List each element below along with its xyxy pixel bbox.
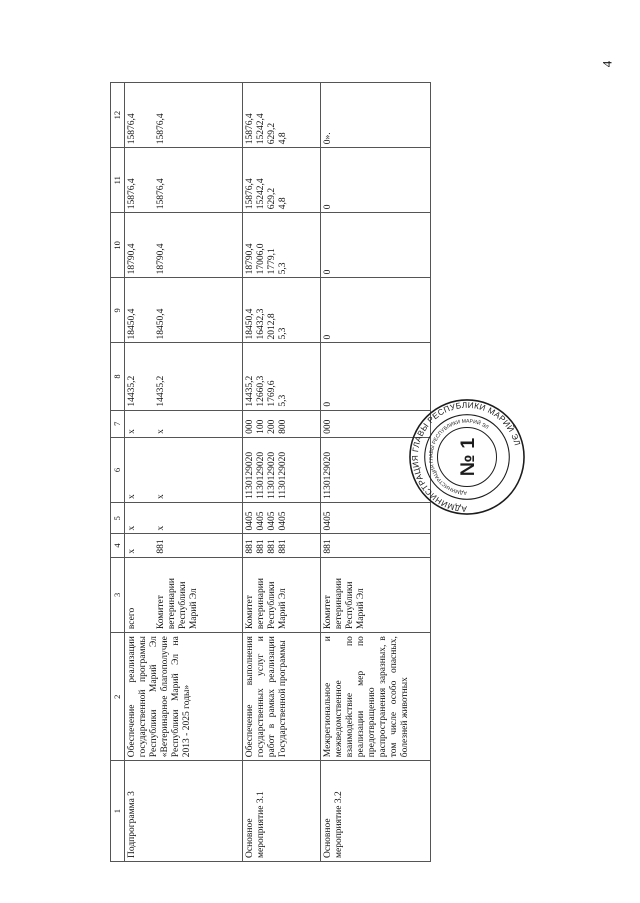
- code-cell: [243, 502, 321, 533]
- value-cell: 0: [321, 343, 431, 410]
- cell-line: всего: [127, 607, 137, 630]
- table-row: [243, 83, 321, 862]
- cell-line: 881: [256, 539, 266, 554]
- cell-line: 4,8: [278, 197, 288, 210]
- row-description: Обеспечение реализации государственной программы Республики Марий Эл «Ветеринарное благополучие Республики Марий Эл на 2013 - 2025 годы»: [125, 633, 243, 761]
- cell-line: 15242,4: [256, 178, 266, 210]
- budget-table: [110, 82, 431, 862]
- cell-line: 14435,2: [156, 375, 166, 407]
- value-cell: [243, 83, 321, 148]
- row-description: Обеспечение выполнения государственных услуг и работ в рамках реализации Государственной программы: [243, 633, 321, 761]
- cell-line: 5,3: [278, 394, 288, 407]
- cell-line: Комитет ветеринарии Республики Марий Эл: [156, 578, 199, 630]
- value-cell: [243, 343, 321, 410]
- cell-line: 15876,4: [245, 113, 255, 145]
- cell-line: х: [156, 429, 166, 434]
- stamp-inner-text: АДМИНИСТРАЦИЯ ГЛАВЫ РЕСПУБЛИКИ МАРИЙ ЭЛ: [428, 418, 490, 496]
- cell-line: 4,8: [278, 132, 288, 145]
- cell-line: 000: [245, 419, 255, 434]
- cell-line: 800: [278, 419, 288, 434]
- cell-line: 15242,4: [256, 113, 266, 145]
- cell-line: 18790,4: [127, 243, 137, 275]
- cell-line: 17006,0: [256, 243, 266, 275]
- column-header: 9: [111, 278, 125, 343]
- value-cell: [125, 83, 243, 148]
- column-header: 3: [111, 557, 125, 633]
- cell-line: 18790,4: [156, 243, 166, 275]
- column-header: 1: [111, 761, 125, 862]
- cell-line: 15876,4: [156, 178, 166, 210]
- value-cell: [125, 343, 243, 410]
- cell-line: 18450,4: [245, 308, 255, 340]
- column-header: 10: [111, 213, 125, 278]
- cell-line: 18450,4: [156, 308, 166, 340]
- column-header: 12: [111, 83, 125, 148]
- row-title: Основное мероприятие 3.2: [321, 761, 431, 862]
- column-header: 5: [111, 502, 125, 533]
- row-description: Межрегиональное и межведомственное взаимодействие по реализации мер по предотвращению распространения заразных, в том числе особо опасных, болезней животных: [321, 633, 431, 761]
- code-cell: 1130129020: [321, 437, 431, 502]
- row-title: Основное мероприятие 3.1: [243, 761, 321, 862]
- cell-line: 881: [267, 539, 277, 554]
- code-cell: [125, 502, 243, 533]
- cell-line: 629,2: [267, 187, 277, 210]
- code-cell: 881: [321, 534, 431, 557]
- cell-line: 18450,4: [127, 308, 137, 340]
- cell-line: 881: [245, 539, 255, 554]
- cell-line: 881: [278, 539, 288, 554]
- responsible-cell: Комитет ветеринарии Республики Марий Эл: [243, 557, 321, 633]
- cell-line: 15876,4: [127, 178, 137, 210]
- official-stamp: [408, 398, 526, 516]
- value-cell: [125, 278, 243, 343]
- header-row: [111, 83, 125, 862]
- cell-line: 1130129020: [245, 451, 255, 499]
- cell-line: 16432,3: [256, 308, 266, 340]
- cell-line: 629,2: [267, 122, 277, 145]
- cell-line: 15876,4: [245, 178, 255, 210]
- value-cell: 0».: [321, 83, 431, 148]
- value-cell: [243, 213, 321, 278]
- cell-line: 0405: [245, 511, 255, 531]
- value-cell: 0: [321, 278, 431, 343]
- cell-line: х: [127, 494, 137, 499]
- code-cell: [243, 534, 321, 557]
- cell-line: 14435,2: [245, 375, 255, 407]
- value-cell: 0: [321, 213, 431, 278]
- value-cell: [125, 148, 243, 213]
- code-cell: [243, 437, 321, 502]
- value-cell: [243, 278, 321, 343]
- responsible-cell: [125, 557, 243, 633]
- column-header: 8: [111, 343, 125, 410]
- cell-line: 2012,8: [267, 313, 277, 340]
- cell-line: 0405: [267, 511, 277, 531]
- cell-line: 1769,6: [267, 380, 277, 407]
- value-cell: 0: [321, 148, 431, 213]
- cell-line: 5,3: [278, 262, 288, 275]
- cell-line: 1130129020: [278, 451, 288, 499]
- cell-line: 1130129020: [267, 451, 277, 499]
- cell-line: 12660,3: [256, 375, 266, 407]
- cell-line: 0405: [256, 511, 266, 531]
- column-header: 6: [111, 437, 125, 502]
- stamp-center-text: № 1: [456, 437, 479, 477]
- cell-line: х: [156, 525, 166, 531]
- cell-line: 1779,1: [267, 248, 277, 275]
- page-number: 4: [599, 60, 615, 68]
- value-cell: [125, 213, 243, 278]
- cell-line: 15876,4: [127, 113, 137, 145]
- table-row: [125, 83, 243, 862]
- cell-line: 200: [267, 419, 277, 434]
- code-cell: [125, 437, 243, 502]
- cell-line: 100: [256, 419, 266, 434]
- code-cell: [243, 410, 321, 437]
- cell-line: 18790,4: [245, 243, 255, 275]
- cell-line: 5,3: [278, 327, 288, 340]
- cell-line: 1130129020: [256, 451, 266, 499]
- cell-line: х: [127, 429, 137, 434]
- stamp-ring-text: АДМИНИСТРАЦИЯ ГЛАВЫ РЕСПУБЛИКИ МАРИЙ ЭЛ: [410, 400, 522, 514]
- column-header: 2: [111, 633, 125, 761]
- cell-line: 0405: [278, 511, 288, 531]
- value-cell: [243, 148, 321, 213]
- cell-line: 15876,4: [156, 113, 166, 145]
- cell-line: х: [127, 548, 137, 554]
- cell-line: 881: [156, 539, 166, 554]
- column-header: 7: [111, 410, 125, 437]
- code-cell: 000: [321, 410, 431, 437]
- column-header: 11: [111, 148, 125, 213]
- row-title: Подпрограмма 3: [125, 761, 243, 862]
- code-cell: [125, 410, 243, 437]
- column-header: 4: [111, 534, 125, 557]
- cell-line: 14435,2: [127, 375, 137, 407]
- cell-line: х: [156, 494, 166, 499]
- code-cell: 0405: [321, 502, 431, 533]
- responsible-cell: Комитет ветеринарии Республики Марий Эл: [321, 557, 431, 633]
- code-cell: [125, 534, 243, 557]
- cell-line: х: [127, 525, 137, 531]
